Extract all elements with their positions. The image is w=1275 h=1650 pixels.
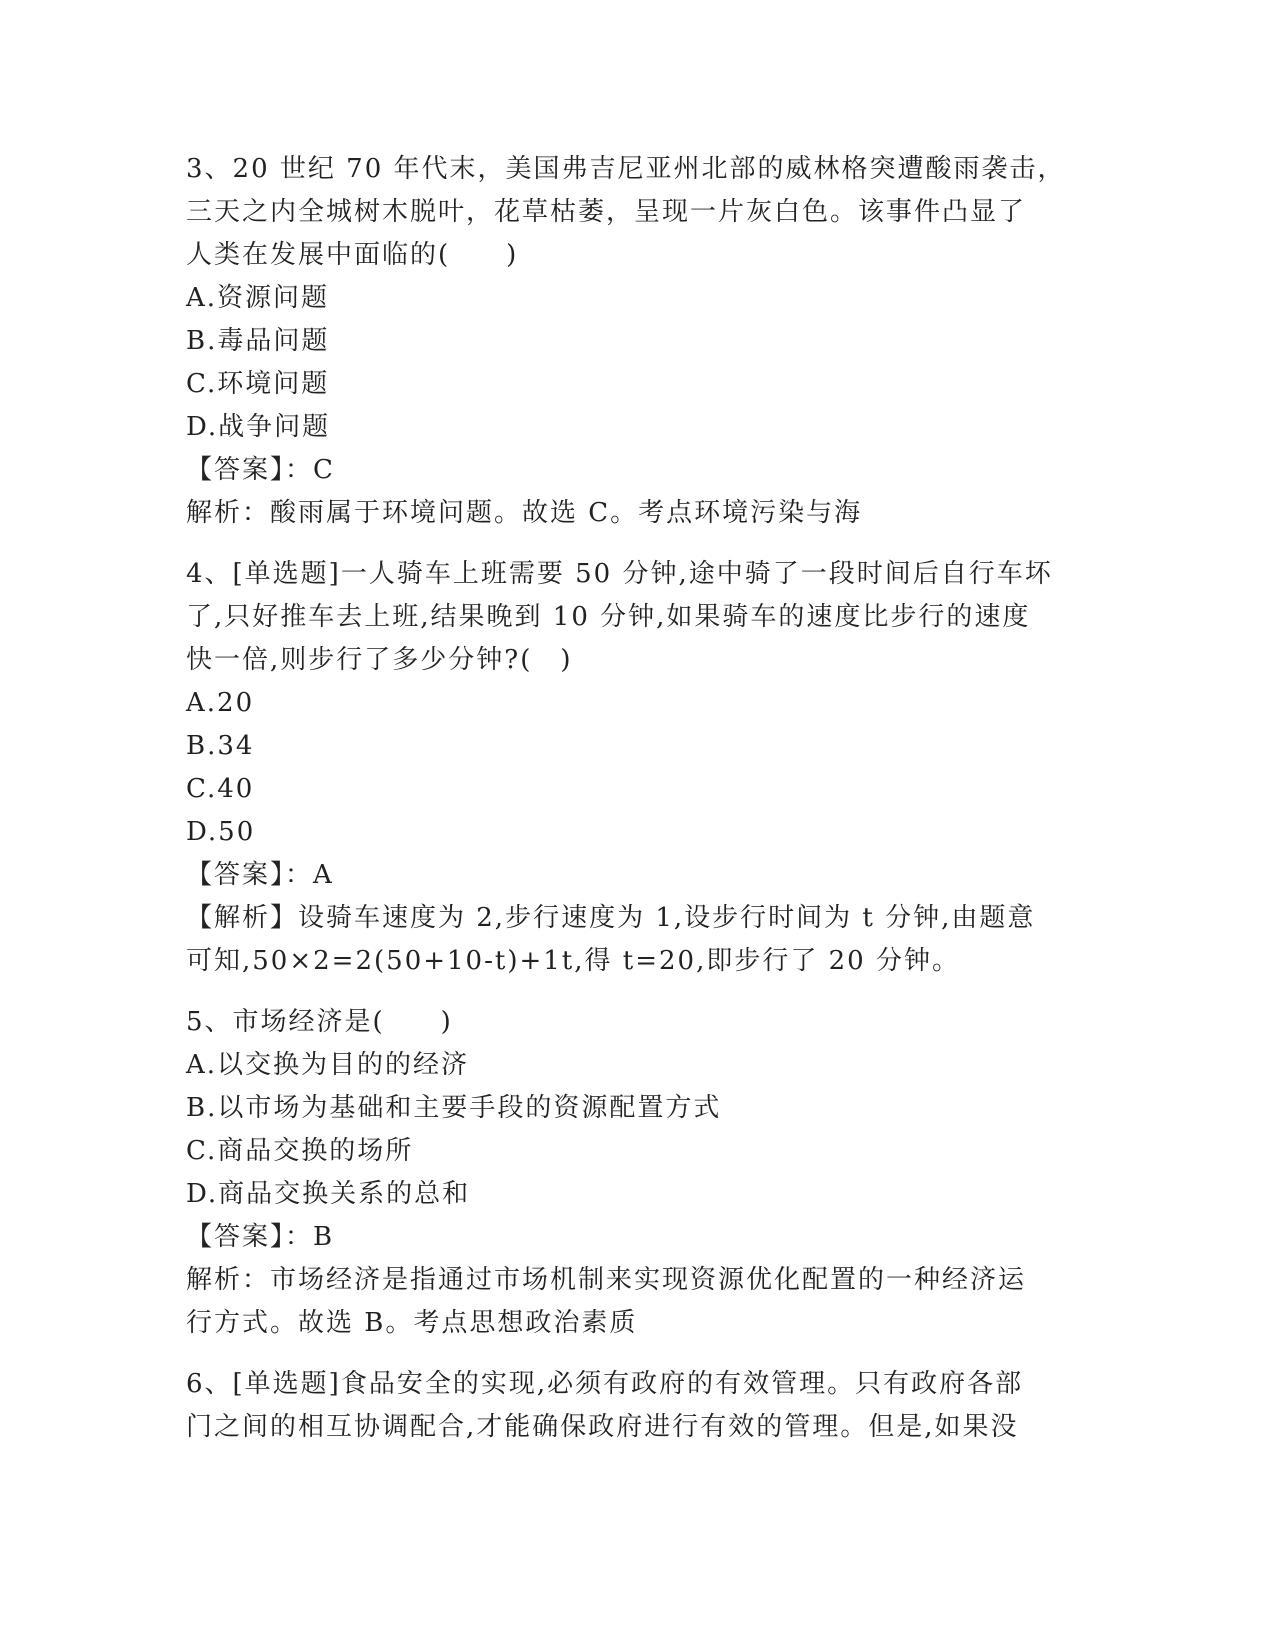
option-b: B.毒品问题 bbox=[186, 326, 330, 356]
answer-line: 【答案】：B bbox=[186, 1222, 335, 1252]
spacer bbox=[186, 535, 1066, 553]
question-stem-line: 快一倍,则步行了多少分钟?( ) bbox=[186, 645, 573, 675]
option-b: B.以市场为基础和主要手段的资源配置方式 bbox=[186, 1093, 722, 1123]
question-5 bbox=[186, 1001, 1066, 1345]
document-content bbox=[186, 148, 1066, 1449]
question-stem-line: 5、市场经济是( ) bbox=[186, 1007, 453, 1037]
answer-line: 【答案】：A bbox=[186, 860, 334, 890]
question-stem-line: 4、[单选题]一人骑车上班需要 50 分钟,途中骑了一段时间后自行车坏 bbox=[186, 559, 1053, 589]
spacer bbox=[186, 983, 1066, 1001]
spacer bbox=[186, 1345, 1066, 1363]
analysis-line: 行方式。故选 B。考点思想政治素质 bbox=[186, 1308, 638, 1338]
answer-line: 【答案】：C bbox=[186, 455, 335, 485]
option-a: A.20 bbox=[186, 688, 255, 718]
question-4 bbox=[186, 553, 1066, 983]
option-a: A.以交换为目的的经济 bbox=[186, 1050, 470, 1080]
option-c: C.环境问题 bbox=[186, 369, 330, 399]
option-b: B.34 bbox=[186, 731, 255, 761]
question-6 bbox=[186, 1363, 1066, 1449]
option-d: D.50 bbox=[186, 817, 256, 847]
option-c: C.商品交换的场所 bbox=[186, 1136, 414, 1166]
question-stem-line: 三天之内全城树木脱叶，花草枯萎，呈现一片灰白色。该事件凸显了 bbox=[186, 197, 1027, 227]
question-stem-line: 6、[单选题]食品安全的实现,必须有政府的有效管理。只有政府各部 bbox=[186, 1369, 1024, 1399]
option-c: C.40 bbox=[186, 774, 255, 804]
question-stem-line: 门之间的相互协调配合,才能确保政府进行有效的管理。但是,如果没 bbox=[186, 1412, 1019, 1442]
analysis-line: 可知,50×2=2(50+10-t)+1t,得 t=20,即步行了 20 分钟。 bbox=[186, 946, 960, 976]
question-stem-line: 3、20 世纪 70 年代末，美国弗吉尼亚州北部的威林格突遭酸雨袭击， bbox=[186, 154, 1066, 184]
option-a: A.资源问题 bbox=[186, 283, 330, 313]
option-d: D.战争问题 bbox=[186, 412, 331, 442]
question-3 bbox=[186, 148, 1066, 535]
analysis-line: 解析：酸雨属于环境问题。故选 C。考点环境污染与海 bbox=[186, 498, 863, 528]
analysis-line: 解析：市场经济是指通过市场机制来实现资源优化配置的一种经济运 bbox=[186, 1265, 1027, 1295]
option-d: D.商品交换关系的总和 bbox=[186, 1179, 471, 1209]
question-stem-line: 人类在发展中面临的( ) bbox=[186, 240, 519, 270]
question-stem-line: 了,只好推车去上班,结果晚到 10 分钟,如果骑车的速度比步行的速度 bbox=[186, 602, 1031, 632]
analysis-line: 【解析】设骑车速度为 2,步行速度为 1,设步行时间为 t 分钟,由题意 bbox=[186, 903, 1036, 933]
